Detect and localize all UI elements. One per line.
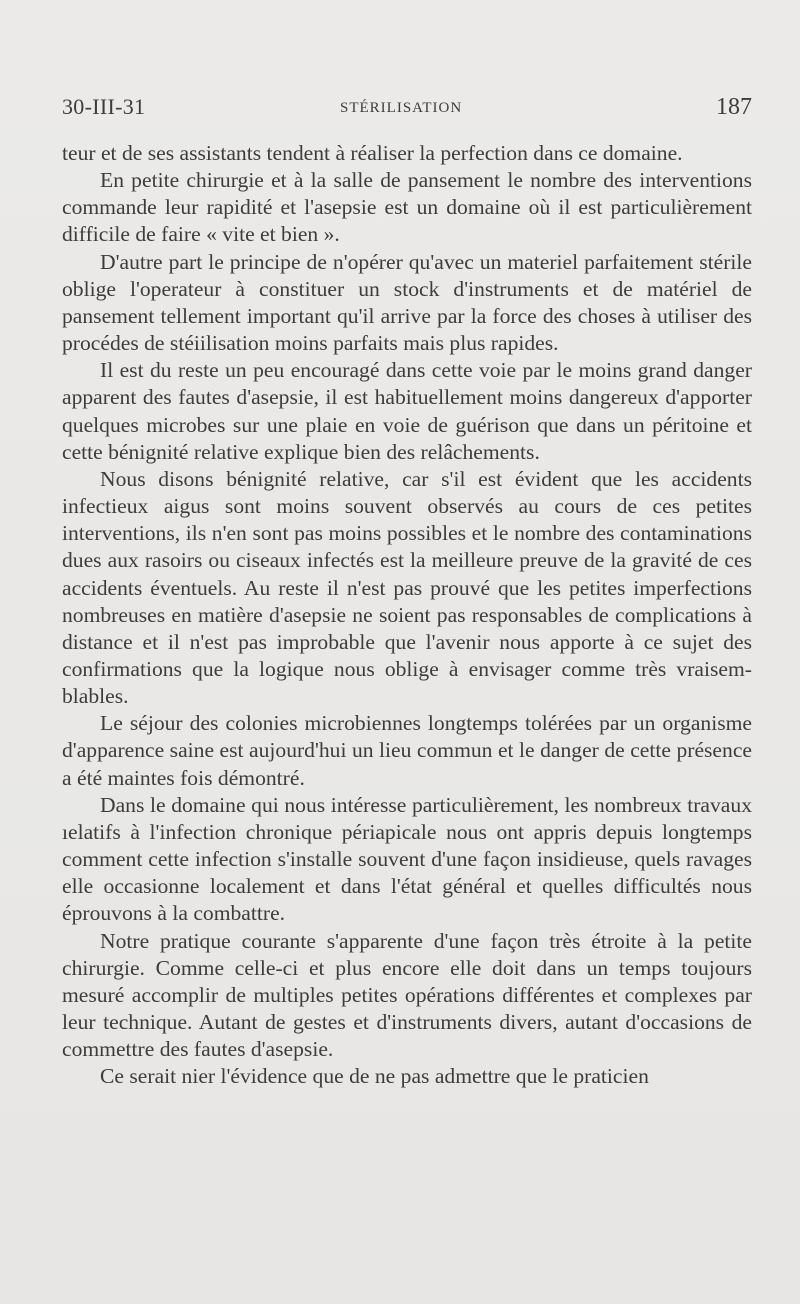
paragraph-7: Dans le domaine qui nous intéresse particulièrement, les nombreux travaux ıelatifs à l'infection chronique périapicale nous ont appris depuis longtemps comment cette infection s'installe souvent d'une façon insidieuse, quels ravages elle occasionne localement et dans l'état général et quelles difficultés nous éprouvons à la combattre.: [62, 792, 752, 926]
paragraph-1: teur et de ses assistants tendent à réaliser la perfection dans ce domaine.: [62, 141, 683, 165]
paragraph-9: Ce serait nier l'évidence que de ne pas admettre que le praticien: [100, 1064, 649, 1089]
paragraph-5: Nous disons bénignité relative, car s'il est évident que les accidents infectieux aigus sont moins souvent observés au cours de ces petites interventions, ils n'en sont pas moins possibles et le nombre des contaminations dues aux rasoirs ou ciseaux infectés est la meilleure preuve de la gravité de ces accidents éventuels. Au reste il n'est pas prouvé que les petites imperfections nombreuses en matière d'asepsie ne soient pas responsables de complications à distance et il n'est pas improbable que l'avenir nous apporte à ce sujet des confirmations que la logique nous oblige à envisager comme très vraisemblables.: [62, 466, 752, 709]
paragraph-8: Notre pratique courante s'apparente d'une façon très étroite à la petite chirurgie. Comme celle-ci et plus encore elle doit dans un temps toujours mesuré accomplir de multiples petites opérations différentes et complexes par leur technique. Autant de gestes et d'instruments divers, autant d'occasions de commettre des fautes d'asepsie.: [62, 928, 752, 1062]
page-number: 187: [716, 94, 752, 120]
header-date: 30-III-31: [62, 94, 146, 119]
chapter-title: STÉRILISATION: [340, 100, 463, 116]
paragraph-4: Il est du reste un peu encouragé dans cette voie par le moins grand danger apparent des fautes d'asepsie, il est habituellement moins dangereux d'apporter quelques microbes sur une plaie en voie de guérison que dans un péritoine et cette bénignité relative explique bien des relâchements.: [62, 358, 752, 464]
paragraph-6: Le séjour des colonies microbiennes longtemps tolérées par un organisme d'apparence saine est aujourd'hui un lieu commun et le danger de cette présence a été maintes fois démontré.: [62, 711, 752, 790]
paragraph-2: En petite chirurgie et à la salle de pansement le nombre des interventions commande leur rapidité et l'asepsie est un domaine où il est particulièrement difficile de faire « vite et bien ».: [62, 168, 752, 247]
running-head: [62, 92, 752, 126]
body-text: [62, 140, 752, 1220]
paragraph-3: D'autre part le principe de n'opérer qu'avec un materiel parfaitement stérile oblige l'operateur à constituer un stock d'instruments et de matériel de pansement tellement important qu'il arrive par la force des choses à utiliser des procédes de stéiilisation moins parfaits mais plus rapides.: [62, 249, 752, 356]
